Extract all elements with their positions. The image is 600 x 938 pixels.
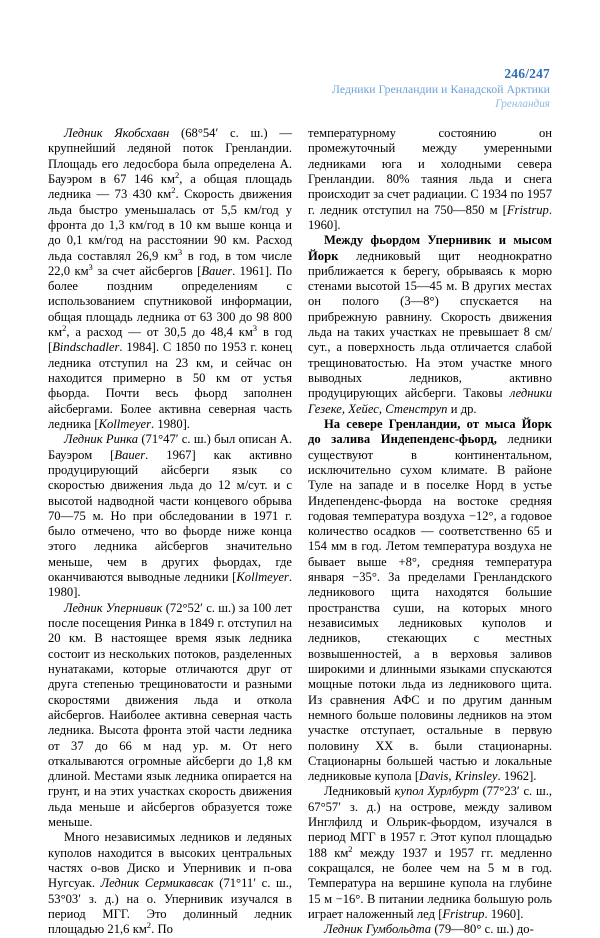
- text: . 1967] как активно продуцирующий айсберги язык со скоростью движения льда до 12 м/сут. и с высотой надводной части концевого обрыва 70—75 м. Но при обследовании в 1971 г. было отмечено, что во фьорде ниже конца этого ледника айсбергов значительно меньше, чем в других фьордах, где оканчиваются выводные ледники [: [48, 447, 292, 585]
- text: Много независимых ледников и ледяных куполов находится в высоких центральных частях о-вов Диско и Упернивик и п-ова Нугсуак.: [48, 830, 292, 891]
- superscript: 3: [252, 322, 258, 333]
- text: , а расход — от 30,5 до 48,4 км: [66, 325, 253, 340]
- running-head-title: Ледники Гренландии и Канадской Арктики: [331, 82, 550, 96]
- citation-reference: Fristrup: [506, 202, 549, 217]
- text: ледники существуют в континентальном, исключительно сухом климате. В районе Туле на западе и в поселке Норд в устье Индепенденс-фьорда на востоке средняя годовая температура воздуха −12°, а годовое количество осадков — соответственно 65 и 154 мм в год. Летом температура воздуха не бывает выше +8°, средняя температура января −35°. За пределами Гренландского ледникового щита находятся большие пространства суши, на которых много независимых ледниковых куполов и ледников, стекающих с местных возвышенностей, а в верховья заливов широкими и длинными языками спускаются мощные потоки льда из ледникового щита. Из сравнения АФС и по другим данным немного больше половины ледников на этом участке отступает, остальные в первую половину XX в. были стационарны. Стационарны большей частью и локальные ледниковые купола [: [308, 432, 553, 784]
- paragraph-humboldt: [308, 922, 552, 937]
- page-folio: 246/247: [504, 66, 550, 81]
- paragraph-upernivik: [48, 601, 292, 831]
- glacier-names-list: ледники Гезеке, Хейес, Стенструп: [308, 386, 552, 416]
- glacier-name-sermikavsak: Ледник Сермикавсак: [100, 876, 214, 891]
- text: в год [: [48, 325, 292, 355]
- superscript: 2: [146, 920, 152, 931]
- paragraph-independent-glaciers: [48, 830, 292, 937]
- citation-reference: Bauer: [114, 447, 146, 462]
- text: (79—80° с. ш.) до-: [431, 922, 534, 937]
- text: Ледниковый: [324, 784, 395, 799]
- text: . 1961]. По более поздним определениям с использованием спутниковой информации, общая площадь ледника от 63 300 до 98 800 км: [48, 263, 292, 340]
- text: температурному состоянию он промежуточный между умеренными ледниками юга и холодными севера Гренландии. 80% таяния льда и снега происходит за счет радиации. С 1934 по 1957 г. ледник отступил на 750—850 м [: [308, 126, 552, 217]
- section-heading-north-greenland: На севере Гренландии, от мыса Йорк до залива Индепенденс-фьорд,: [308, 416, 552, 447]
- superscript: 3: [88, 261, 93, 272]
- text: . 1980].: [151, 416, 190, 431]
- paragraph-north-greenland: [308, 417, 552, 785]
- text: . По: [151, 922, 173, 937]
- text: . 1960].: [308, 202, 552, 232]
- running-head: [220, 66, 550, 111]
- superscript: 2: [174, 169, 180, 180]
- citation-reference: Bauer: [201, 263, 233, 278]
- text: (71°11′ с. ш., 53°03′ з. д.) на о. Упернивик изучался в период МГГ. Это долинный ледник площадью 21,6 км: [48, 876, 292, 937]
- citation-reference: Kollmeyer: [236, 570, 289, 585]
- paragraph-hurlburt-dome: [308, 784, 552, 922]
- paragraph-rink: [48, 432, 292, 600]
- text: , а общая площадь ледника — 73 430 км: [48, 171, 292, 202]
- glacier-name-jakobshavn: Ледник Якобсхавн: [64, 126, 170, 140]
- text: . 1960].: [484, 906, 524, 921]
- text: . 1984]. С 1850 по 1953 г. конец ледника отступил на 23 км, и сейчас он находится примерно в 50 км от устья фьорда. Почти весь фьорд заполнен айсбергами. Более активна северная часть ледника [: [48, 340, 292, 431]
- superscript: 2: [348, 843, 353, 854]
- glacier-name-upernivik: Ледник Упернивик: [64, 600, 163, 615]
- text: (77°23′ с. ш., 67°57′ з. д.) на острове, между заливом Инглфилд и Ольрик-фьордом, изучался в период МГГ в 1957 г. Этот купол площадью 188 км: [308, 784, 553, 860]
- citation-reference: Fristrup: [442, 906, 485, 921]
- paragraph-upernivik-cape-york: [308, 233, 552, 417]
- ice-dome-name-hurlburt: купол Хурлбурт: [394, 784, 479, 799]
- glacier-name-humboldt: Ледник Гумбольдта: [324, 922, 432, 937]
- column-right: [308, 126, 553, 937]
- column-left: [48, 126, 292, 937]
- text: (68°54′ с. ш.) — крупнейший ледяной поток Гренландии. Площадь его ледосбора была определена А. Бауэром в 67 146 км: [48, 126, 292, 186]
- citation-reference: Kollmeyer: [98, 416, 152, 431]
- text: за счет айсбергов [: [92, 263, 202, 278]
- text: и др.: [447, 401, 477, 416]
- body-columns: [48, 126, 553, 937]
- text: . 1980].: [48, 570, 292, 600]
- text: . Скорость движения льда быстро уменьшалась от 5,5 км/год у фронта до 1,3 км/год в 10 км выше конца и до 0,1 км/год на расстоянии 90 км. Расход льда составлял 26,9 км: [48, 187, 292, 263]
- superscript: 2: [62, 322, 67, 333]
- section-heading-upernivik-cape-york: Между фьордом Упернивик и мысом Йорк: [308, 233, 552, 263]
- text: между 1937 и 1957 гг. медленно сокращался, не более чем на 5 м в год. Температура на вершине купола на глубине 15 м −16°. В питании ледника большую роль играет наложенный лед [: [308, 845, 552, 921]
- text: (72°52′ с. ш.) за 100 лет после посещения Ринка в 1849 г. отступил на 20 км. В настоящее время язык ледника состоит из нескольких потоков, разделенных нунатаками, которые отличаются друг от друга степенью трещиноватости и разными скоростями движения льда и откола айсбергов. Наиболее активна северная часть ледника. Высота фронта этой части ледника от 37 до 66 м над ур. м. От него откалываются огромные айсберги до 1,8 км длиной. Местами язык ледника опирается на грунт, и на этих участках скорость движения льда меньше и айсбергов образуется тоже меньше.: [48, 600, 292, 830]
- text: в год, в том числе 22,0 км: [48, 248, 292, 278]
- glacier-name-rink: Ледник Ринка: [64, 432, 139, 447]
- text: . 1962].: [497, 769, 537, 784]
- paragraph-jakobshavn: [48, 126, 292, 432]
- text: ледниковый щит неоднократно приближается к берегу, обрываясь к морю стенами высотой 15—45 м. В других местах он полого (3—8°) спускается на прибрежную равнину. Скорость движения льда на таких участках не превышает 8 см/сут., а поверхность льда отличается слабой трещиноватостью. На этом участке много выводных ледников, активно продуцирующих айсберги. Таковы: [308, 248, 552, 401]
- citation-reference: Bindschadler: [52, 340, 120, 355]
- running-head-subtitle: Гренландия: [495, 97, 550, 110]
- text: (71°47′ с. ш.) был описан А. Бауэром [: [48, 432, 292, 462]
- superscript: 3: [177, 246, 183, 257]
- superscript: 2: [171, 185, 176, 196]
- citation-reference: Davis, Krinsley: [419, 769, 498, 784]
- paragraph-temperature-continued: [308, 126, 552, 233]
